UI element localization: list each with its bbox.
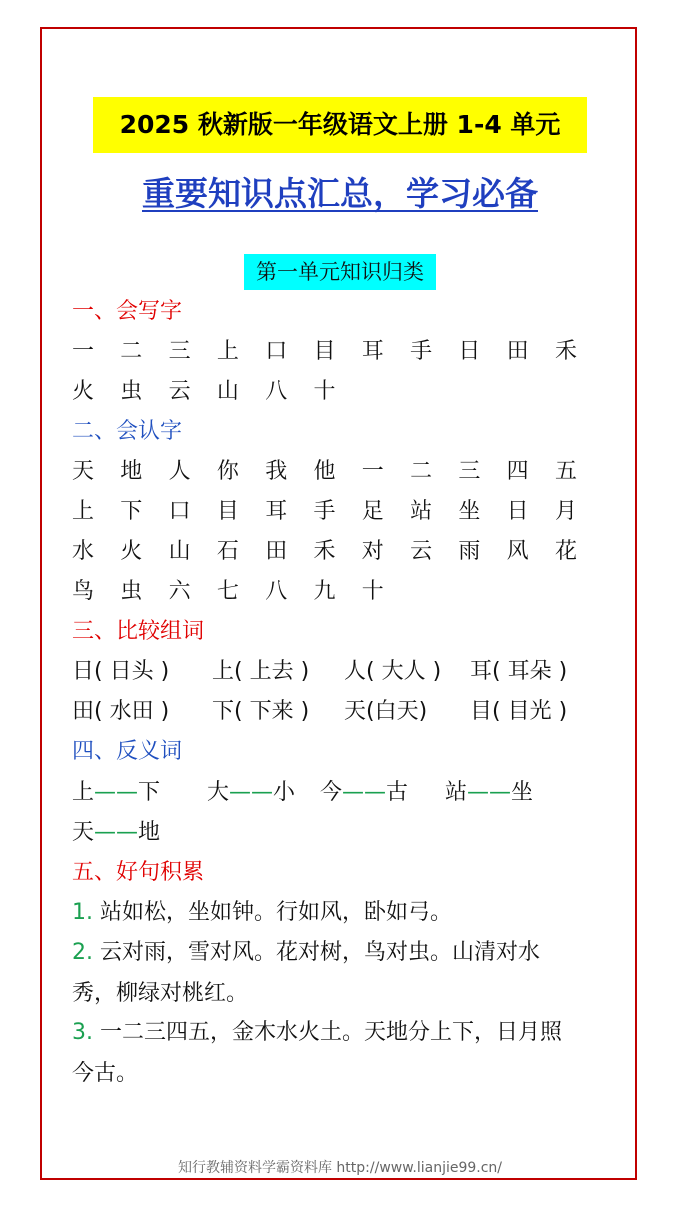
antonym-pair (320, 778, 445, 808)
char-row (72, 377, 362, 407)
compare-row (72, 657, 567, 687)
char: 我 (265, 459, 288, 484)
antonym-word: 下 (138, 780, 161, 805)
char: 耳 (361, 339, 384, 364)
char: 三 (458, 459, 481, 484)
compare-row (72, 697, 567, 727)
compare-item: 耳( 耳朵 ) (470, 659, 568, 684)
title-line-2 (0, 168, 680, 215)
char: 雨 (458, 539, 481, 564)
antonym-dash: —— (467, 780, 512, 805)
char-row (72, 337, 603, 367)
char: 七 (216, 579, 239, 604)
compare-item: 日( 日头 ) (72, 659, 170, 684)
char: 虫 (120, 579, 143, 604)
char: 坐 (458, 499, 481, 524)
char: 云 (168, 379, 191, 404)
char: 山 (216, 379, 239, 404)
char: 天 (72, 459, 95, 484)
section-heading-sentences: 五、好句积累 (72, 860, 205, 885)
section-heading-compare: 三、比较组词 (72, 619, 205, 644)
char: 二 (410, 459, 433, 484)
char: 八 (265, 579, 288, 604)
char: 鸟 (72, 579, 95, 604)
char: 禾 (554, 339, 577, 364)
char: 站 (410, 499, 433, 524)
char: 地 (120, 459, 143, 484)
compare-item: 下( 下来 ) (212, 699, 310, 724)
char: 虫 (120, 379, 143, 404)
char: 八 (265, 379, 288, 404)
char: 六 (168, 579, 191, 604)
unit-heading: 第一单元知识归类 (244, 254, 436, 290)
antonym-row (72, 778, 557, 808)
char: 月 (554, 499, 577, 524)
char: 目 (216, 499, 239, 524)
char: 下 (120, 499, 143, 524)
char: 上 (216, 339, 239, 364)
char: 足 (361, 499, 384, 524)
sentence-text: 云对雨，雪对风。花对树，鸟对虫。山清对水 (100, 940, 541, 965)
char: 十 (313, 379, 336, 404)
char: 你 (216, 459, 239, 484)
antonym-word: 站 (445, 780, 468, 805)
section-heading-write: 一、会写字 (72, 299, 183, 324)
antonym-pair (72, 818, 184, 848)
antonym-dash: —— (94, 820, 139, 845)
antonym-word: 大 (207, 780, 230, 805)
char: 口 (168, 499, 191, 524)
char: 水 (72, 539, 95, 564)
char: 十 (361, 579, 384, 604)
char: 一 (361, 459, 384, 484)
compare-item: 上( 上去 ) (212, 659, 310, 684)
antonym-pair (72, 778, 207, 808)
antonym-dash: —— (94, 780, 139, 805)
title-line-1: 2025 秋新版一年级语文上册 1-4 单元 (93, 97, 587, 153)
char: 石 (216, 539, 239, 564)
antonym-word: 坐 (511, 780, 534, 805)
sentence-item (72, 938, 540, 968)
char: 禾 (313, 539, 336, 564)
antonym-word: 上 (72, 780, 95, 805)
char: 手 (410, 339, 433, 364)
sentence-item (72, 1018, 562, 1048)
compare-item: 田( 水田 ) (72, 699, 170, 724)
char: 他 (313, 459, 336, 484)
compare-item: 人( 大人 ) (344, 659, 442, 684)
sentence-number: 3. (72, 1020, 93, 1045)
compare-item: 目( 目光 ) (470, 699, 568, 724)
sentence-continuation: 今古。 (72, 1061, 139, 1086)
footer-source: 知行教辅资料学霸资料库 http://www.lianjie99.cn/ (177, 1160, 503, 1176)
char: 山 (168, 539, 191, 564)
antonym-pair (207, 778, 320, 808)
title-line-2-text: 重要知识点汇总，学习必备 (142, 174, 538, 213)
char: 二 (120, 339, 143, 364)
char: 火 (72, 379, 95, 404)
compare-item: 天(白天) (344, 699, 428, 724)
sentence-item (72, 898, 452, 928)
char: 口 (265, 339, 288, 364)
antonym-dash: —— (229, 780, 274, 805)
char: 手 (313, 499, 336, 524)
antonym-word: 地 (138, 820, 161, 845)
char: 云 (410, 539, 433, 564)
char: 一 (72, 339, 95, 364)
antonym-row (72, 818, 184, 848)
antonym-word: 古 (386, 780, 409, 805)
section-heading-antonyms: 四、反义词 (72, 739, 183, 764)
char: 日 (458, 339, 481, 364)
char: 花 (554, 539, 577, 564)
char: 三 (168, 339, 191, 364)
section-heading-recognize: 二、会认字 (72, 419, 183, 444)
char: 火 (120, 539, 143, 564)
sentence-continuation: 秀，柳绿对桃红。 (72, 981, 249, 1006)
char: 上 (72, 499, 95, 524)
char-row (72, 537, 603, 567)
char-row (72, 497, 603, 527)
sentence-number: 1. (72, 900, 93, 925)
antonym-word: 今 (320, 780, 343, 805)
char: 五 (554, 459, 577, 484)
char: 风 (506, 539, 529, 564)
sentence-text: 站如松，坐如钟。行如风，卧如弓。 (100, 900, 453, 925)
antonym-dash: —— (342, 780, 387, 805)
char-row (72, 457, 603, 487)
sentence-text: 一二三四五，金木水火土。天地分上下，日月照 (100, 1020, 563, 1045)
sentence-number: 2. (72, 940, 93, 965)
antonym-word: 天 (72, 820, 95, 845)
char: 目 (313, 339, 336, 364)
char-row (72, 577, 410, 607)
antonym-word: 小 (273, 780, 296, 805)
antonym-pair (445, 778, 557, 808)
char: 耳 (265, 499, 288, 524)
char: 九 (313, 579, 336, 604)
char: 田 (265, 539, 288, 564)
char: 日 (506, 499, 529, 524)
char: 对 (361, 539, 384, 564)
char: 四 (506, 459, 529, 484)
char: 田 (506, 339, 529, 364)
char: 人 (168, 459, 191, 484)
